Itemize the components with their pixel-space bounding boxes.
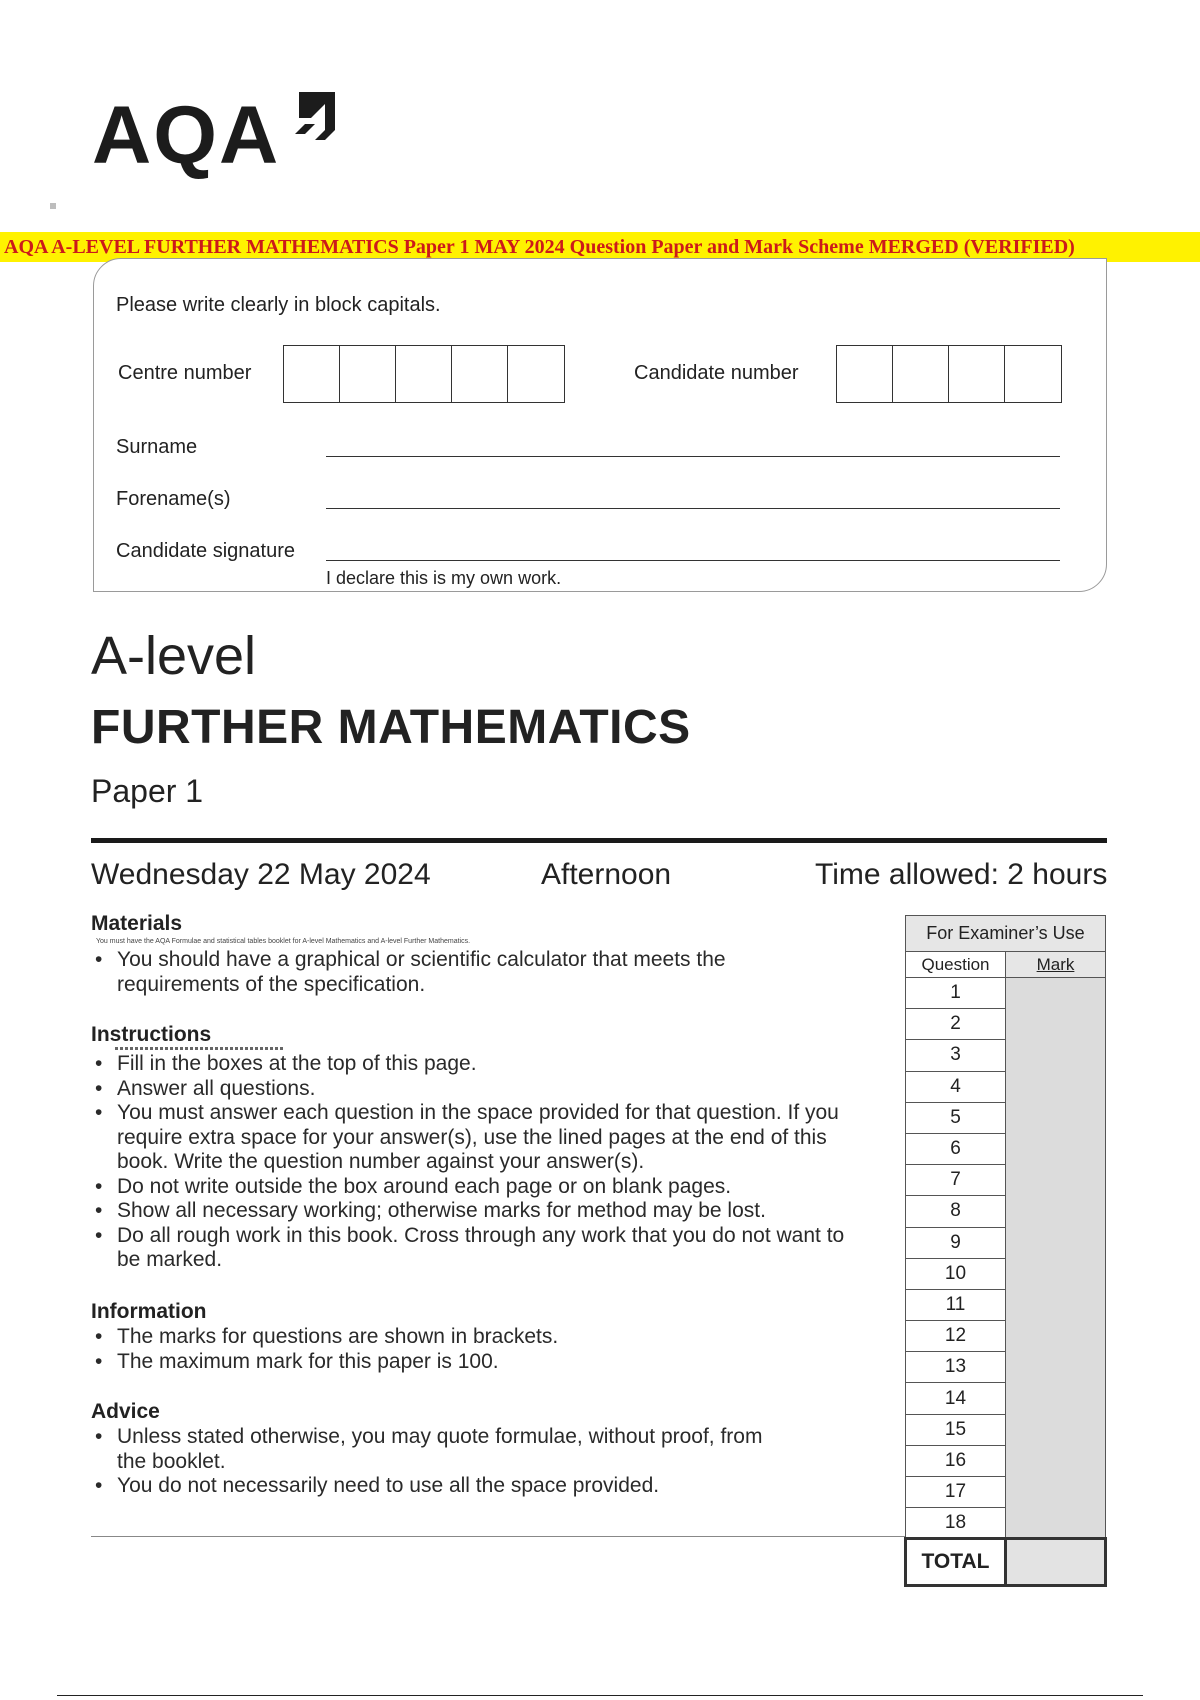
- table-row: [906, 1102, 1106, 1133]
- bottom-divider: [91, 1536, 906, 1537]
- candidate-digit-box[interactable]: [1005, 346, 1061, 402]
- question-number-cell: 3: [906, 1040, 1006, 1071]
- table-row: [906, 1477, 1106, 1508]
- surname-label: Surname: [116, 436, 198, 458]
- subject-title: FURTHER MATHEMATICS: [91, 701, 691, 754]
- signature-label: Candidate signature: [116, 540, 296, 562]
- mark-cell[interactable]: [1006, 1071, 1106, 1102]
- question-number-cell: 14: [906, 1383, 1006, 1414]
- mark-cell[interactable]: [1006, 1321, 1106, 1352]
- forenames-line[interactable]: [326, 508, 1060, 509]
- list-item: • Answer all questions.: [93, 1077, 873, 1102]
- materials-list: [93, 948, 773, 997]
- block-capitals-instruction: Please write clearly in block capitals.: [116, 294, 441, 316]
- mark-cell[interactable]: [1006, 1009, 1106, 1040]
- question-number-cell: 13: [906, 1352, 1006, 1383]
- total-mark-cell[interactable]: [1006, 1539, 1106, 1586]
- instructions-smudge: [115, 1047, 285, 1050]
- candidate-number-label: Candidate number: [634, 362, 799, 384]
- table-row: [906, 978, 1106, 1009]
- mark-cell[interactable]: [1006, 1477, 1106, 1508]
- title-divider: [91, 838, 1107, 843]
- advice-list: [93, 1425, 773, 1499]
- total-row: [906, 1539, 1106, 1586]
- information-heading: Information: [91, 1300, 207, 1323]
- exam-session: Afternoon: [541, 858, 672, 891]
- signature-line[interactable]: [326, 560, 1060, 561]
- mark-cell[interactable]: [1006, 1414, 1106, 1445]
- table-row: [906, 1040, 1106, 1071]
- question-number-cell: 6: [906, 1133, 1006, 1164]
- mark-cell[interactable]: [1006, 1196, 1106, 1227]
- candidate-digit-box[interactable]: [837, 346, 893, 402]
- centre-digit-box[interactable]: [508, 346, 564, 402]
- question-column-header: Question: [906, 952, 1006, 978]
- forenames-label: Forename(s): [116, 488, 231, 510]
- table-row: [906, 1165, 1106, 1196]
- candidate-number-boxes[interactable]: [836, 345, 1062, 403]
- centre-digit-box[interactable]: [340, 346, 396, 402]
- mark-column-header: Mark: [1006, 952, 1106, 978]
- question-number-cell: 11: [906, 1289, 1006, 1320]
- centre-digit-box[interactable]: [396, 346, 452, 402]
- table-row: [906, 1414, 1106, 1445]
- question-number-cell: 9: [906, 1227, 1006, 1258]
- question-number-cell: 16: [906, 1445, 1006, 1476]
- mark-cell[interactable]: [1006, 1102, 1106, 1133]
- question-number-cell: 2: [906, 1009, 1006, 1040]
- question-number-cell: 1: [906, 978, 1006, 1009]
- total-label: TOTAL: [906, 1539, 1006, 1586]
- list-item: • Do not write outside the box around each page or on blank pages.: [93, 1175, 873, 1200]
- question-number-cell: 7: [906, 1165, 1006, 1196]
- mark-cell[interactable]: [1006, 1445, 1106, 1476]
- table-row: [906, 1289, 1106, 1320]
- question-number-cell: 8: [906, 1196, 1006, 1227]
- surname-line[interactable]: [326, 456, 1060, 457]
- centre-number-label: Centre number: [118, 362, 252, 384]
- table-row: [906, 1321, 1106, 1352]
- candidate-digit-box[interactable]: [893, 346, 949, 402]
- mark-cell[interactable]: [1006, 1227, 1106, 1258]
- question-number-cell: 5: [906, 1102, 1006, 1133]
- page-bottom-rule: [57, 1695, 1143, 1696]
- table-row: [906, 1445, 1106, 1476]
- mark-cell[interactable]: [1006, 1289, 1106, 1320]
- centre-digit-box[interactable]: [452, 346, 508, 402]
- question-number-cell: 10: [906, 1258, 1006, 1289]
- table-row: [906, 1071, 1106, 1102]
- list-item: • You do not necessarily need to use all the space provided.: [93, 1474, 773, 1499]
- list-item: • Unless stated otherwise, you may quote formulae, without proof, from the booklet.: [93, 1425, 773, 1474]
- mark-cell[interactable]: [1006, 1133, 1106, 1164]
- list-item: • The marks for questions are shown in brackets.: [93, 1325, 813, 1350]
- mark-cell[interactable]: [1006, 1040, 1106, 1071]
- centre-digit-box[interactable]: [284, 346, 340, 402]
- table-row: [906, 1383, 1106, 1414]
- table-row: [906, 1258, 1106, 1289]
- list-item: • The maximum mark for this paper is 100.: [93, 1350, 813, 1375]
- list-item: • You must answer each question in the space provided for that question. If you require extra space for your answer(s), use the lined pages at the end of this book. Write the question number against your answer(s).: [93, 1101, 873, 1175]
- table-row: [906, 1009, 1106, 1040]
- mark-cell[interactable]: [1006, 1165, 1106, 1196]
- mark-cell[interactable]: [1006, 1508, 1106, 1539]
- question-number-cell: 18: [906, 1508, 1006, 1539]
- aqa-logo-mark-icon: [187, 90, 347, 150]
- declaration-text: I declare this is my own work.: [326, 568, 562, 588]
- information-list: [93, 1325, 813, 1374]
- list-item: • Do all rough work in this book. Cross through any work that you do not want to be marked.: [93, 1224, 873, 1273]
- question-number-cell: 12: [906, 1321, 1006, 1352]
- table-row: [906, 1133, 1106, 1164]
- instructions-heading: Instructions: [91, 1023, 212, 1046]
- table-row: [906, 1196, 1106, 1227]
- mark-cell[interactable]: [1006, 978, 1106, 1009]
- table-row: [906, 1227, 1106, 1258]
- centre-number-boxes[interactable]: [283, 345, 565, 403]
- question-number-cell: 17: [906, 1477, 1006, 1508]
- exam-date: Wednesday 22 May 2024: [91, 858, 431, 891]
- list-item: • Show all necessary working; otherwise marks for method may be lost.: [93, 1199, 873, 1224]
- materials-heading: Materials: [91, 912, 183, 935]
- mark-cell[interactable]: [1006, 1352, 1106, 1383]
- aqa-logo-text: AQA: [92, 90, 281, 181]
- advice-heading: Advice: [91, 1400, 160, 1423]
- table-row: [906, 1508, 1106, 1539]
- title-banner: AQA A-LEVEL FURTHER MATHEMATICS Paper 1 MAY 2024 Question Paper and Mark Scheme MERGED (VERIFIED): [0, 232, 1200, 262]
- paper-number: Paper 1: [91, 773, 204, 809]
- question-number-cell: 15: [906, 1414, 1006, 1445]
- qualification-level: A-level: [91, 626, 257, 686]
- mark-cell[interactable]: [1006, 1258, 1106, 1289]
- examiner-use-table: [904, 915, 1107, 1587]
- mark-cell[interactable]: [1006, 1383, 1106, 1414]
- candidate-digit-box[interactable]: [949, 346, 1005, 402]
- question-number-cell: 4: [906, 1071, 1006, 1102]
- scan-dot: [50, 203, 56, 209]
- instructions-list: [93, 1052, 873, 1273]
- table-row: [906, 1352, 1106, 1383]
- list-item: • You should have a graphical or scientific calculator that meets the requirements of the specification.: [93, 948, 773, 997]
- time-allowed: Time allowed: 2 hours: [815, 858, 1108, 891]
- materials-tiny-note: You must have the AQA Formulae and statistical tables booklet for A-level Mathematics and A-level Further Mathematics.: [96, 938, 471, 945]
- list-item: • Fill in the boxes at the top of this page.: [93, 1052, 873, 1077]
- examiner-table-title: For Examiner’s Use: [906, 916, 1106, 952]
- aqa-logo: [92, 88, 280, 183]
